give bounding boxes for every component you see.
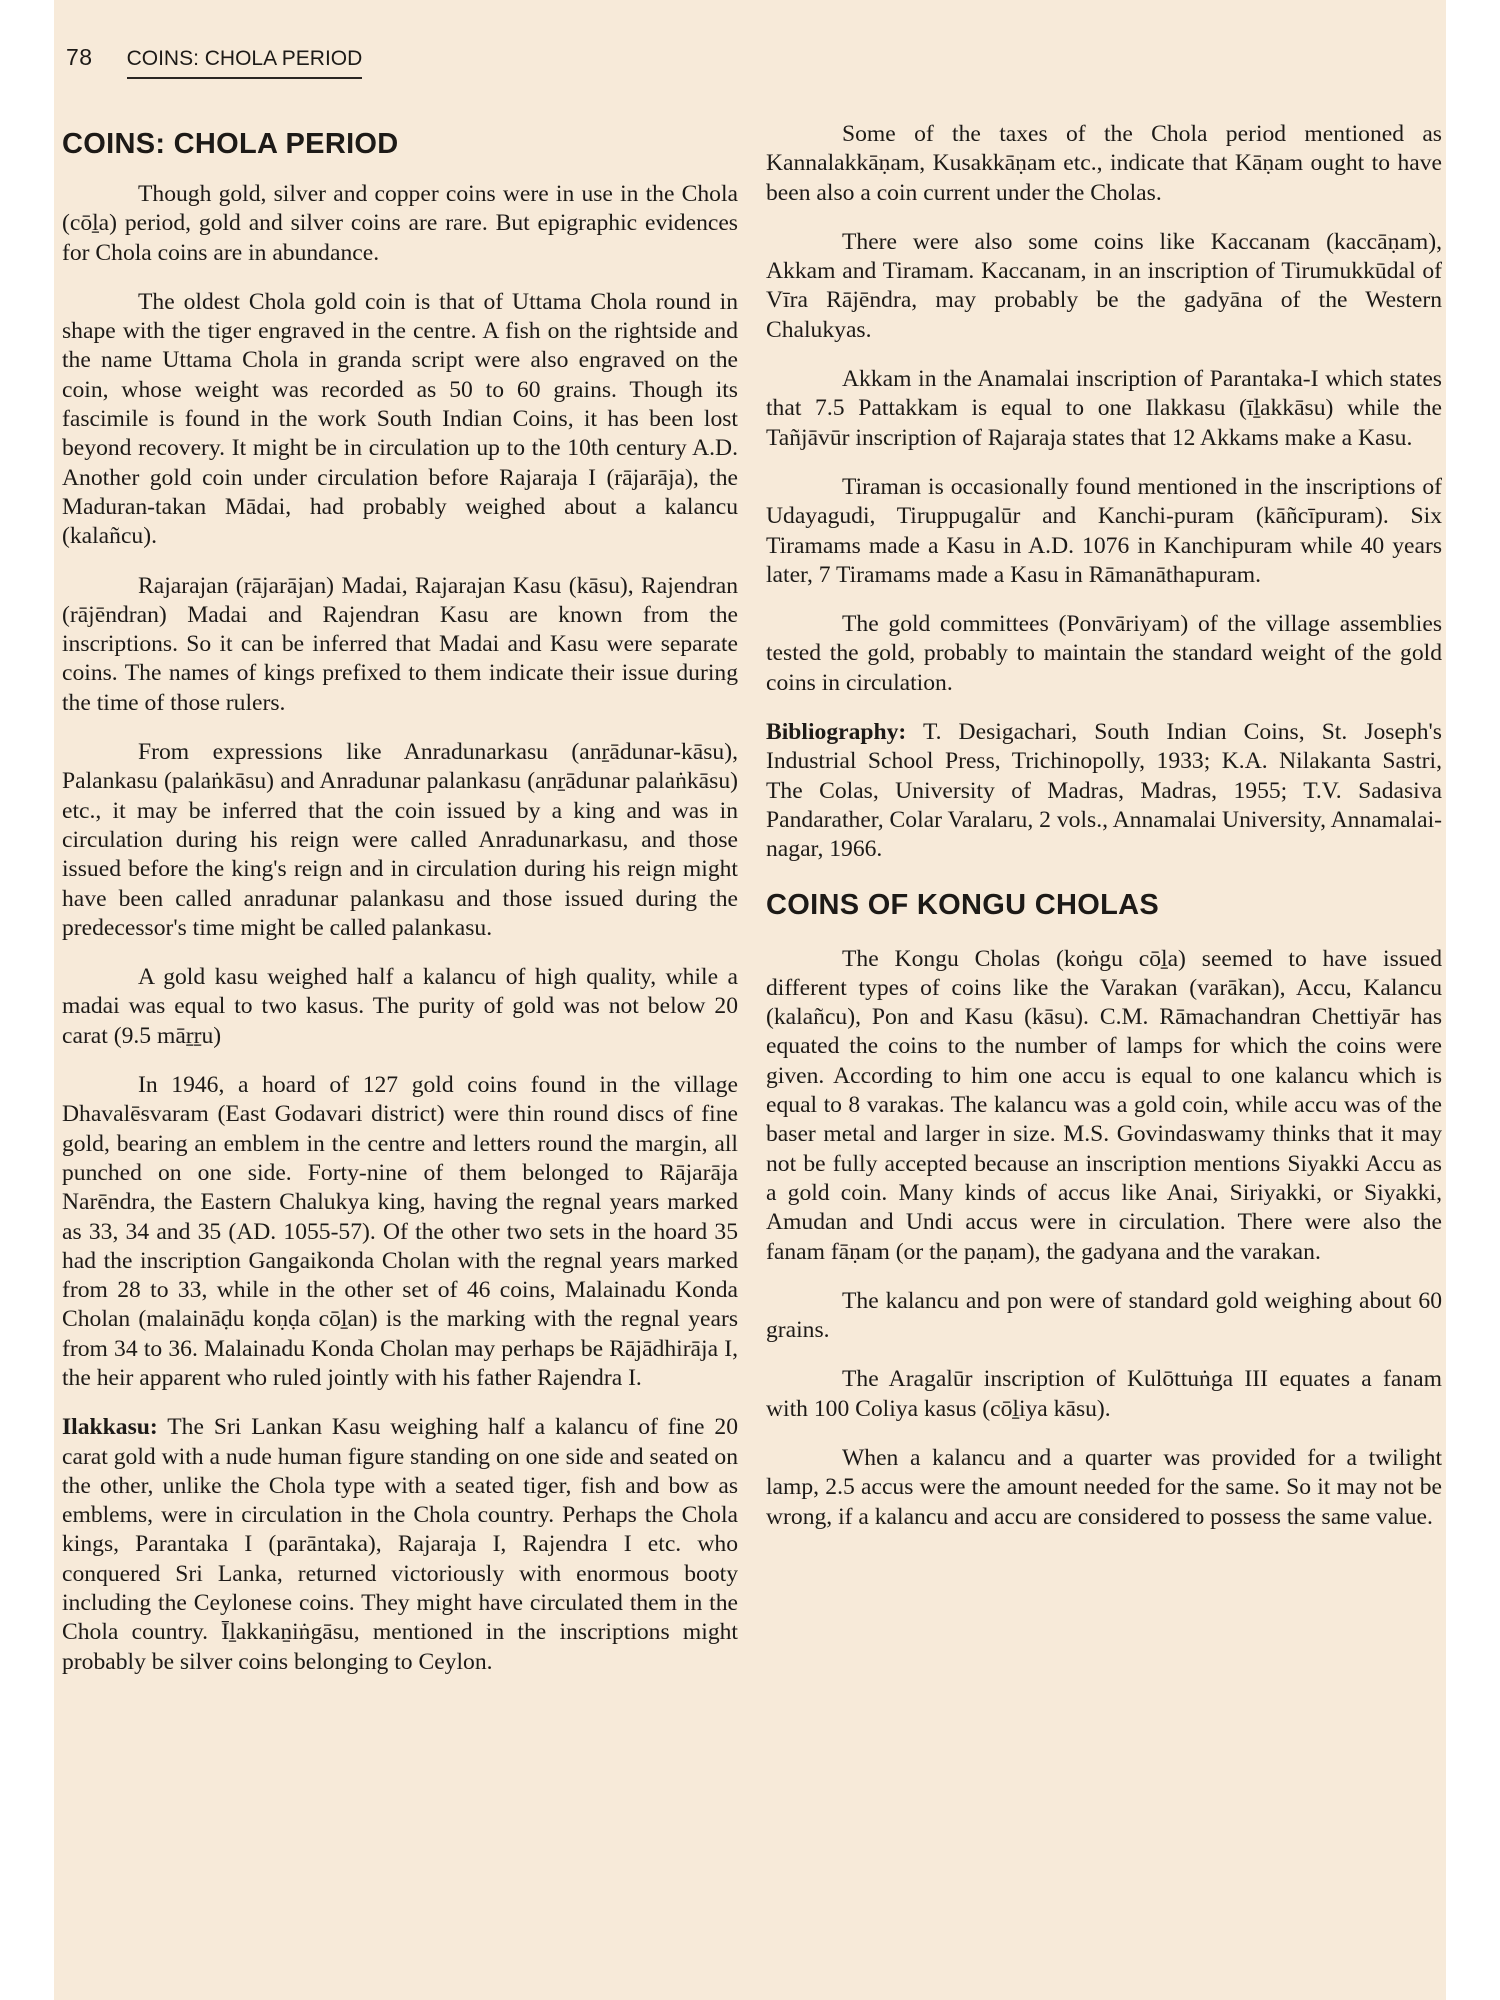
page-number: 78: [66, 44, 93, 70]
paragraph: In 1946, a hoard of 127 gold coins found in the village Dhavalēsvaram (East Godavari district) were thin round discs of fine gold, bearing an emblem in the centre and letters round the margin, all punched on one side. Forty-nine of them belonged to Rājarāja Narēndra, the Eastern Chalukya king, having the regnal years marked as 33, 34 and 35 (AD. 1055-57). Of the other two sets in the hoard 35 had the inscription Gangaikonda Cholan with the regnal years marked from 28 to 33, while in the other set of 46 coins, Malainadu Konda Cholan (malaināḍu koṇḍa cōḻan) is the marking with the regnal years from 34 to 36. Malainadu Konda Cholan may perhaps be Rājādhirāja I, the heir apparent who ruled jointly with his father Rajendra I.: [62, 1072, 738, 1391]
ilakkasu-text: The Sri Lankan Kasu weighing half a kalancu of fine 20 carat gold with a nude human figure standing on one side and seated on the other, unlike the Chola type with a seated tiger, fish and bow as emblems, were in circulation in the Chola country. Perhaps the Chola kings, Parantaka I (parāntaka), Rajaraja I, Rajendra I etc. who conquered Sri Lanka, returned victoriously with enormous booty including the Ceylonese coins. They might have circulated them in the Chola country. Īḻakkaṉiṅgāsu, mentioned in the inscriptions might probably be silver coins belonging to Ceylon.: [62, 1414, 738, 1675]
bibliography-label: Bibliography:: [766, 719, 907, 746]
paragraph: Though gold, silver and copper coins were in use in the Chola (cōḻa) period, gold and silver coins are rare. But epigraphic evidences for Chola coins are in abundance.: [62, 181, 738, 266]
paragraph: Some of the taxes of the Chola period mentioned as Kannalakkāṇam, Kusakkāṇam etc., indicate that Kāṇam ought to have been also a coin current under the Cholas.: [766, 121, 1442, 206]
paragraph: Tiraman is occasionally found mentioned in the inscriptions of Udayagudi, Tiruppugalūr and Kanchi-puram (kāñcīpuram). Six Tiramams made a Kasu in A.D. 1076 in Kanchipuram while 40 years later, 7 Tiramams made a Kasu in Rāmanāthapuram.: [766, 473, 1442, 588]
running-head: [66, 44, 362, 84]
paragraph: The Kongu Cholas (koṅgu cōḻa) seemed to have issued different types of coins like the Varakan (varākan), Accu, Kalancu (kalañcu), Pon and Kasu (kāsu). C.M. Rāmachandran Chettiyār has equated the coins to the number of lamps for which the coins were given. According to him one accu is equal to one kalancu which is equal to 8 varakas. The kalancu was a gold coin, while accu was of the baser metal and larger in size. M.S. Govindaswamy thinks that it may not be fully accepted because an inscription mentions Siyakki Accu as a gold coin. Many kinds of accus like Anai, Siriyakki, or Siyakki, Amudan and Undi accus were in circulation. There were also the fanam fāṇam (or the paṇam), the gadyana and the varakan.: [766, 945, 1442, 1265]
paragraph: From expressions like Anradunarkasu (anṟādunar-kāsu), Palankasu (palaṅkāsu) and Anradunar palankasu (anṟādunar palaṅkāsu) etc., it may be inferred that the coin issued by a king and was in circulation during his reign were called Anradunarkasu, and those issued before the king's reign and in circulation during his reign might have been called anradunar palankasu and those issued during the predecessor's time might be called palankasu.: [62, 739, 738, 941]
book-page: [54, 0, 1446, 2000]
section-title-chola: COINS: CHOLA PERIOD: [62, 128, 399, 160]
paragraph: A gold kasu weighed half a kalancu of high quality, while a madai was equal to two kasus. The purity of gold was not below 20 carat (9.5 māṟṟu): [62, 964, 738, 1049]
paragraph: There were also some coins like Kaccanam (kaccāṇam), Akkam and Tiramam. Kaccanam, in an inscription of Tirumukkūdal of Vīra Rājēndra, may probably be the gadyāna of the Western Chalukyas.: [766, 228, 1442, 343]
paragraph: Akkam in the Anamalai inscription of Parantaka-I which states that 7.5 Pattakkam is equal to one Ilakkasu (īḻakkāsu) while the Tañjāvūr inscription of Rajaraja states that 12 Akkams make a Kasu.: [766, 366, 1442, 451]
paragraph: Rajarajan (rājarājan) Madai, Rajarajan Kasu (kāsu), Rajendran (rājēndran) Madai and Rajendran Kasu are known from the inscriptions. So it can be inferred that Madai and Kasu were separate coins. The names of kings prefixed to them indicate their issue during the time of those rulers.: [62, 572, 738, 716]
right-column: [766, 120, 1442, 1980]
paragraph: The kalancu and pon were of standard gold weighing about 60 grains.: [766, 1287, 1442, 1344]
running-title: COINS: CHOLA PERIOD: [127, 47, 363, 79]
ilakkasu-label: Ilakkasu:: [62, 1414, 158, 1441]
section-title-kongu: COINS OF KONGU CHOLAS: [766, 888, 1159, 921]
left-column: [62, 120, 738, 1980]
paragraph: When a kalancu and a quarter was provided for a twilight lamp, 2.5 accus were the amount needed for the same. So it may not be wrong, if a kalancu and accu are considered to possess the same value.: [766, 1444, 1442, 1530]
paragraph: The gold committees (Ponvāriyam) of the village assemblies tested the gold, probably to maintain the standard weight of the gold coins in circulation.: [766, 611, 1442, 696]
paragraph: The oldest Chola gold coin is that of Uttama Chola round in shape with the tiger engraved in the centre. A fish on the rightside and the name Uttama Chola in granda script were also engraved on the coin, whose weight was recorded as 50 to 60 grains. Though its fascimile is found in the work South Indian Coins, it has been lost beyond recovery. It might be in circulation up to the 10th century A.D. Another gold coin under circulation before Rajaraja I (rājarāja), the Maduran-takan Mādai, had probably weighed about a kalancu (kalañcu).: [62, 288, 738, 550]
paragraph-ilakkasu: [62, 1413, 738, 1677]
bibliography: [766, 718, 1442, 864]
bibliography-text: T. Desigachari, South Indian Coins, St. Joseph's Industrial School Press, Trichinopolly, 1933; K.A. Nilakanta Sastri, The Colas, University of Madras, Madras, 1955; T.V. Sadasiva Pandarather, Colar Varalaru, 2 vols., Annamalai University, Annamalai-nagar, 1966.: [766, 719, 1442, 863]
paragraph: The Aragalūr inscription of Kulōttuṅga III equates a fanam with 100 Coliya kasus (cōḻiya kāsu).: [766, 1366, 1442, 1422]
